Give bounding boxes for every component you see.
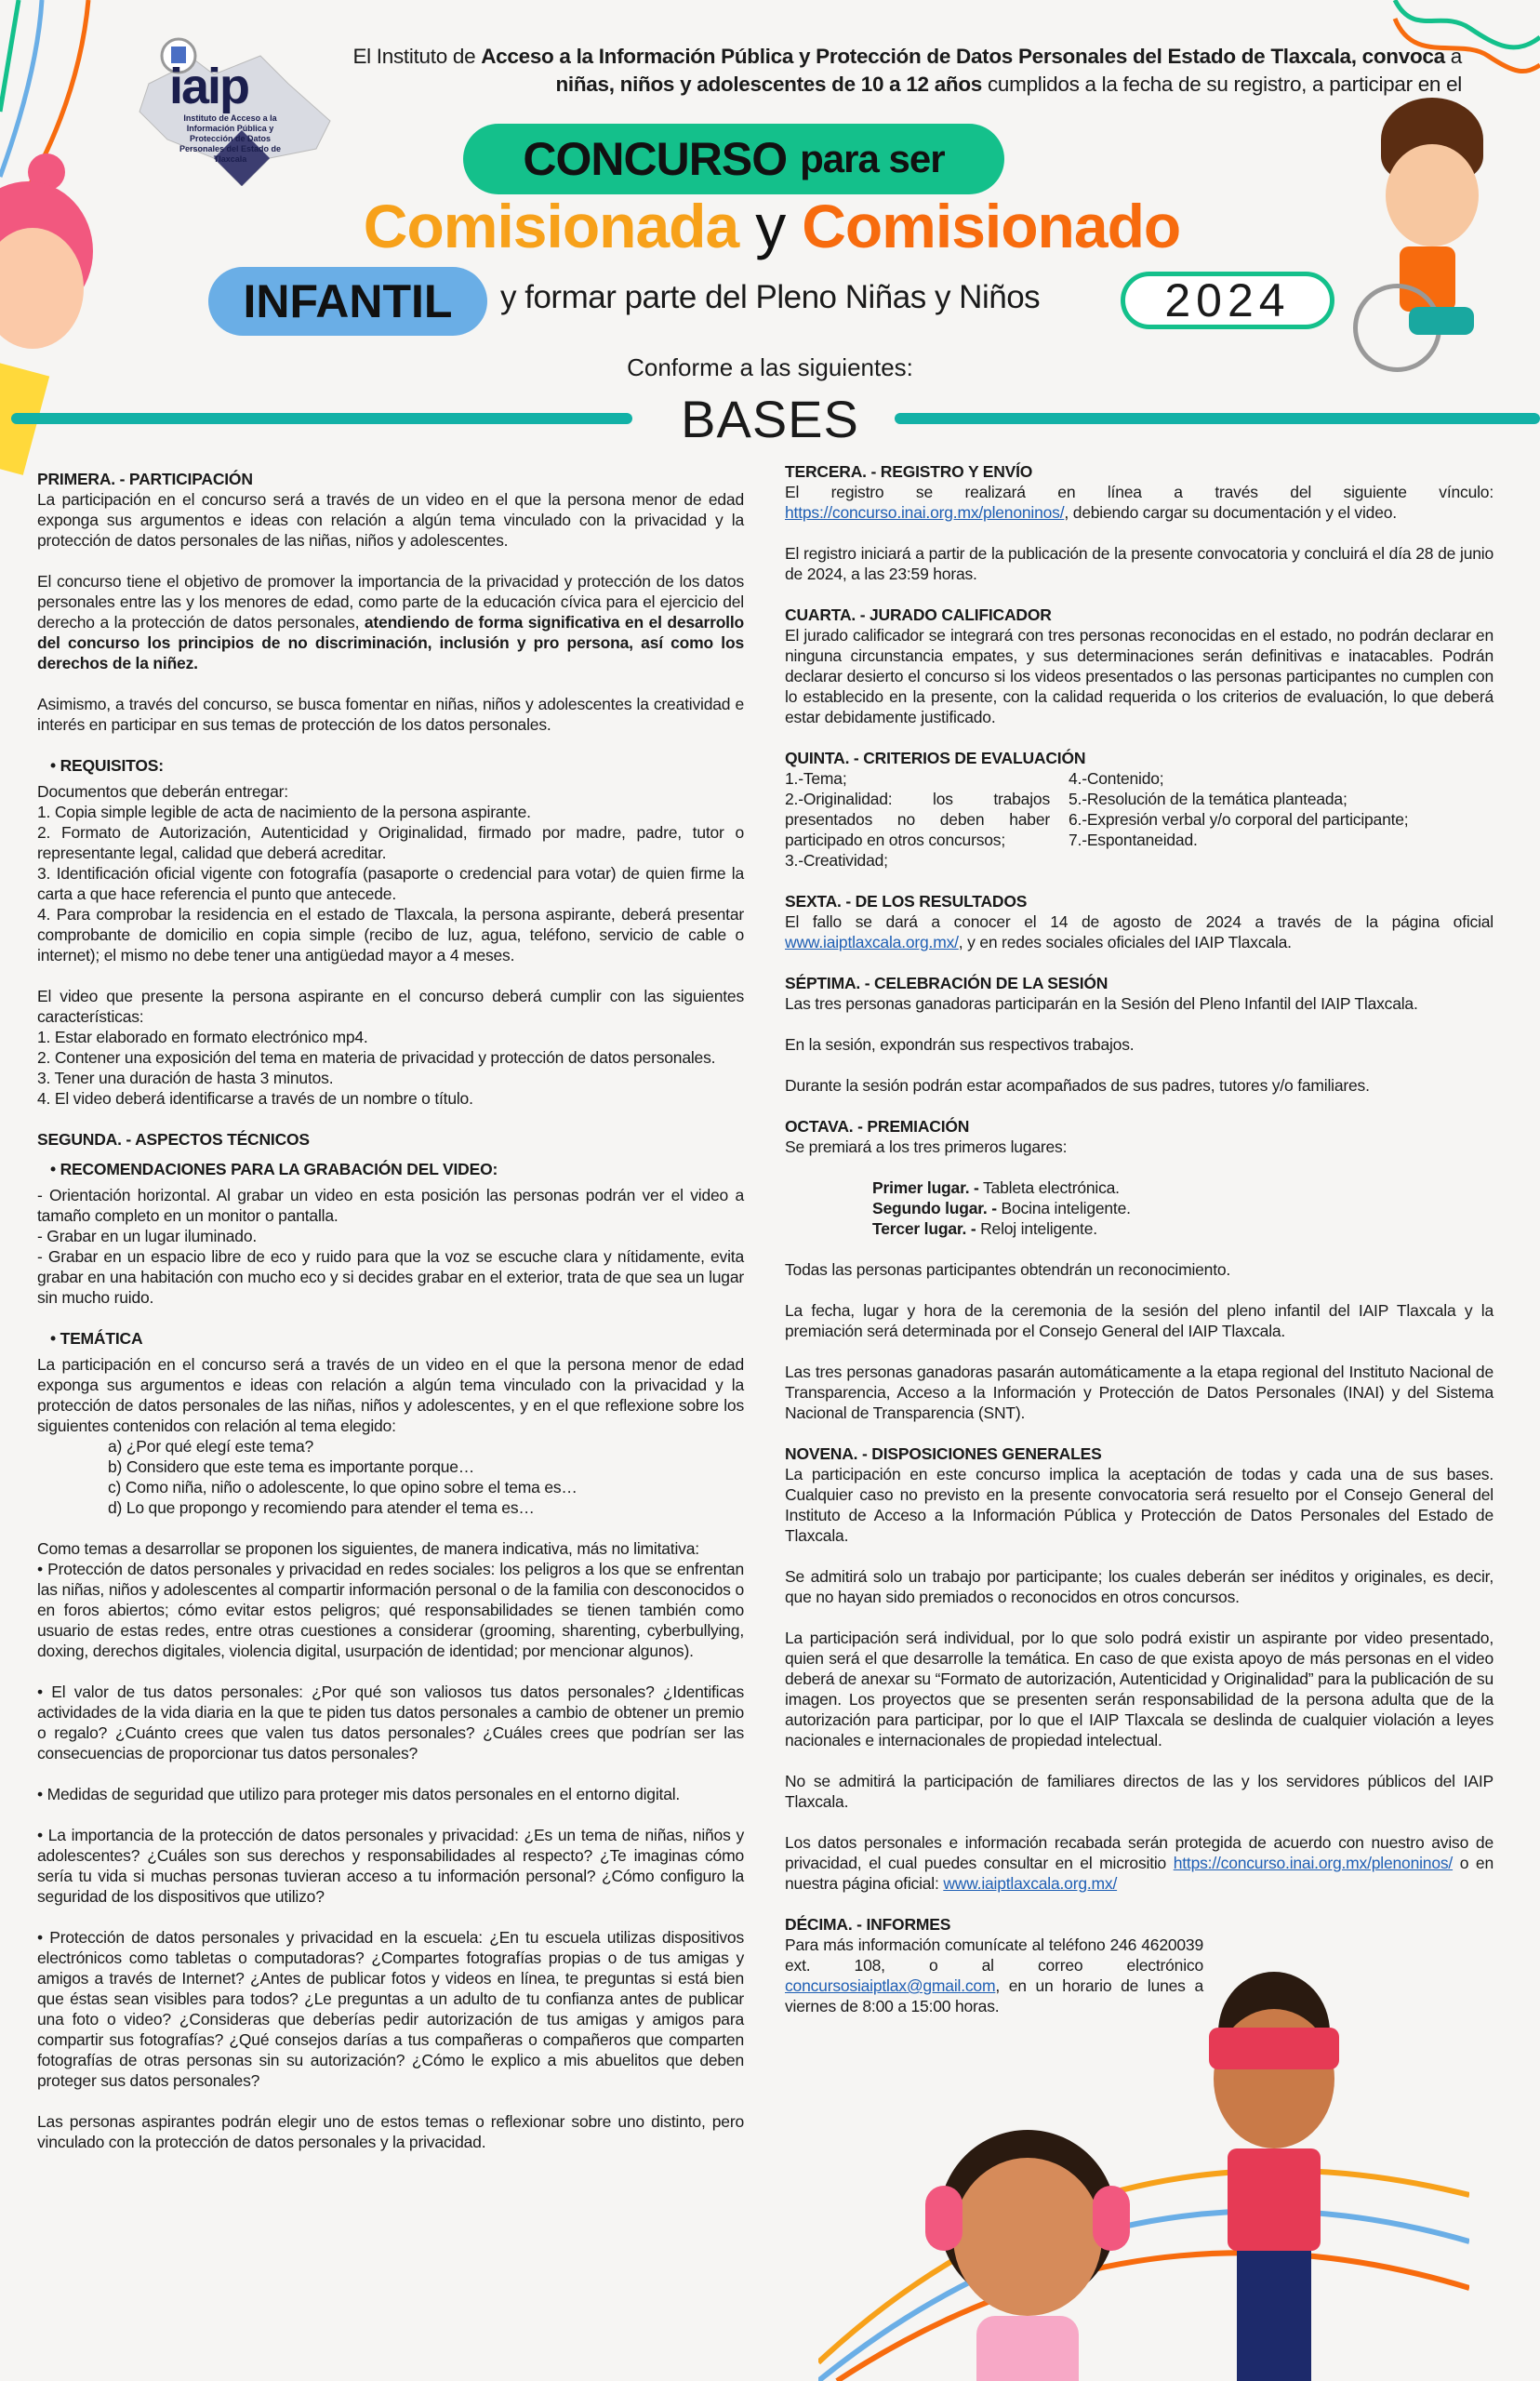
text-run: PRIMERA. - PARTICIPACIÓN [37, 470, 253, 488]
paragraph [785, 1075, 1494, 1096]
criteria-column [785, 768, 1050, 871]
text-run: En la sesión, expondrán sus respectivos trabajos. [785, 1035, 1135, 1054]
indented-item [37, 1457, 744, 1477]
text-run: - Orientación horizontal. Al grabar un video en esta posición las personas podrán ver el video a tamaño completo en un monitor o pantalla. [37, 1186, 744, 1225]
criteria-item: 6.-Expresión verbal y/o corporal del participante; [1069, 810, 1409, 829]
criteria-item: 2.-Originalidad: los trabajos presentados no deben haber participado en otros concursos; [785, 790, 1050, 849]
text-line [37, 986, 744, 1027]
criteria-item: 3.-Creatividad; [785, 851, 888, 870]
section-heading [37, 469, 744, 489]
paragraph [785, 1771, 1494, 1812]
text-run: SEGUNDA. - ASPECTOS TÉCNICOS [37, 1130, 310, 1149]
text-line [37, 1538, 744, 1559]
paragraph [785, 1034, 1494, 1055]
text-run: 1. Copia simple legible de acta de nacimiento de la persona aspirante. [37, 803, 531, 821]
text-run: NOVENA. - DISPOSICIONES GENERALES [785, 1444, 1102, 1463]
criteria-column [1069, 768, 1494, 871]
text-run: o en nuestra página oficial: [785, 1854, 1494, 1893]
text-run: El fallo se dará a conocer el 14 de agosto de 2024 a través de la página oficial [785, 912, 1494, 931]
text-run: a) ¿Por qué elegí este tema? [108, 1437, 314, 1456]
paragraph [785, 482, 1494, 523]
text-run: • TEMÁTICA [50, 1329, 143, 1348]
iaip-logo [112, 19, 344, 186]
link[interactable]: https://concurso.inai.org.mx/plenoninos/ [785, 503, 1065, 522]
text-line [37, 1068, 744, 1088]
section-heading [785, 1914, 1494, 1935]
intro-text [346, 43, 1462, 99]
text-run: • El valor de tus datos personales: ¿Por qué son valiosos tus datos personales? ¿Identificas actividades de la vida diaria en la que te piden tus datos personales a cambio de obtener un premio o regalo? ¿Cuánto crees que valen tus datos personales? ¿Cuáles crees que podrían ser las consecuencias de proporcionar tus datos personales? [37, 1683, 744, 1762]
bold-text: Acceso a la Información Pública y Protección de Datos Personales del Estado de Tlaxcala, [481, 45, 1357, 68]
subsection-heading [50, 1159, 744, 1179]
paragraph [37, 1682, 744, 1763]
logo-caption: Instituto de Acceso a la Información Pública y Protección de Datos Personales del Estado de Tlaxcala [179, 113, 282, 164]
paragraph [37, 1825, 744, 1907]
paragraph [785, 1566, 1494, 1607]
bold-text: atendiendo de forma significativa en el desarrollo del concurso los principios de no discriminación, inclusión y pro persona, así como los derechos de la niñez. [37, 613, 744, 672]
text-run: La participación en este concurso implica la aceptación de todas y cada una de sus bases. Cualquier caso no previsto en la presente convocatoria será resuelto por el Consejo General del Instituto de Acceso a la Información Pública y Protección de Datos Personales del Estado de Tlaxcala. [785, 1465, 1494, 1545]
paragraph [37, 1246, 744, 1308]
paragraph [785, 1464, 1494, 1546]
criteria-item: 1.-Tema; [785, 769, 847, 788]
boy-wheelchair-illustration [1344, 98, 1502, 377]
text-run: , en un horario de lunes a viernes de 8:00 a 15:00 horas. [785, 1976, 1203, 2015]
right-column [785, 458, 1494, 2037]
section-heading [785, 605, 1494, 625]
paragraph [37, 489, 744, 551]
text-run: • RECOMENDACIONES PARA LA GRABACIÓN DEL VIDEO: [50, 1160, 498, 1178]
subsection-heading [50, 755, 744, 776]
text-run: Documentos que deberán entregar: [37, 782, 288, 801]
text-run: • Medidas de seguridad que utilizo para proteger mis datos personales en el entorno digital. [37, 1785, 681, 1803]
text-run: Tableta electrónica. [978, 1178, 1120, 1197]
section-heading [785, 748, 1494, 768]
text-run: QUINTA. - CRITERIOS DE EVALUACIÓN [785, 749, 1086, 767]
logo-wordmark: iaip [169, 59, 249, 114]
text-run: Asimismo, a través del concurso, se busca fomentar en niñas, niños y adolescentes la creatividad e interés en participar en sus temas de protección de los datos personales. [37, 695, 744, 734]
paragraph [37, 2111, 744, 2152]
paragraph [37, 1088, 744, 1109]
text-run: TERCERA. - REGISTRO Y ENVÍO [785, 462, 1033, 481]
criteria-item: 5.-Resolución de la temática planteada; [1069, 790, 1348, 808]
indented-item [37, 1477, 744, 1497]
paragraph [785, 1628, 1494, 1750]
prize-item [785, 1218, 1494, 1239]
text-run: c) Como niña, niño o adolescente, lo que opino sobre el tema es… [108, 1478, 578, 1496]
text-run: 3. Identificación oficial vigente con fotografía (pasaporte o credencial para votar) de quien firme la carta a que hace referencia el punto que antecede. [37, 864, 744, 903]
text-run: 2. Formato de Autorización, Autenticidad y Originalidad, firmado por madre, padre, tutor o representante legal, calidad que deberá acreditar. [37, 823, 744, 862]
year-badge: 2024 [1121, 272, 1334, 329]
text-run: a [1444, 45, 1462, 68]
conforme-text: Conforme a las siguientes: [627, 353, 913, 381]
bases-heading: BASES [681, 390, 859, 448]
paragraph [785, 1832, 1494, 1894]
text-run: Bocina inteligente. [996, 1199, 1131, 1217]
indented-item [37, 1436, 744, 1457]
text-run: 4. Para comprobar la residencia en el estado de Tlaxcala, la persona aspirante, deberá presentar comprobante de domicilio en copia simple (recibo de luz, agua, teléfono, servicio de cable o internet); el mismo no debe tener una antigüedad mayor a 4 meses. [37, 905, 744, 964]
text-line [37, 822, 744, 863]
title-comisionada-comisionado [330, 191, 1214, 261]
prize-item [785, 1177, 1494, 1198]
paragraph [37, 694, 744, 735]
section-heading [785, 973, 1494, 993]
section-heading [785, 891, 1494, 911]
criteria-item: 7.-Espontaneidad. [1069, 831, 1198, 849]
text-run: Las tres personas ganadoras participarán en la Sesión del Pleno Infantil del IAIP Tlaxcala. [785, 994, 1418, 1013]
paragraph [785, 1935, 1203, 2016]
text-run: 1. Estar elaborado en formato electrónico mp4. [37, 1028, 368, 1046]
text-run: Las tres personas ganadoras pasarán automáticamente a la etapa regional del Instituto Nacional de Transparencia, Acceso a la Información y Protección de Datos Personales (INAI) y del Sistema Nacional de Transparencia (SNT). [785, 1363, 1494, 1422]
text-run: • Protección de datos personales y privacidad en la escuela: ¿En tu escuela utilizas dispositivos electrónicos como tabletas o computadoras? ¿Compartes fotografías propias o de tus amigas y amigos a través de Internet? ¿Antes de publicar fotos y videos en línea, te preguntas si está bien que éstas sean visibles para todos? ¿Le preguntas a un adulto de tu confianza antes de publicar una foto o video? ¿Consideras que deberías pedir autorización de tus amigas y amigos para compartir sus fotografías? ¿Qué consejos darías a tus compañeras o compañeros que comparten fotografías de otras personas sin su autorización? ¿Cómo le explico a mis abuelitos que deben proteger sus datos personales? [37, 1928, 744, 2090]
subsection-heading [50, 1328, 744, 1349]
criteria-item: 4.-Contenido; [1069, 769, 1164, 788]
text-run: 3. Tener una duración de hasta 3 minutos. [37, 1069, 334, 1087]
text-run: Todas las personas participantes obtendrán un reconocimiento. [785, 1260, 1231, 1279]
text-run: La participación en el concurso será a través de un video en el que la persona menor de edad exponga sus argumentos e ideas con relación a algún tema vinculado con la privacidad y la protección de datos personales de las niñas, niños y adolescentes. [37, 490, 744, 550]
text-line [37, 1047, 744, 1068]
indented-item [37, 1497, 744, 1518]
text-run: El video que presente la persona aspirante en el concurso deberá cumplir con las siguientes características: [37, 987, 744, 1026]
text-run: - Grabar en un espacio libre de eco y ruido para que la voz se escuche clara y nítidamente, evita grabar en una habitación con mucho eco y si decides grabar en el exterior, trata de que sea un lugar sin mucho ruido. [37, 1247, 744, 1307]
infantil-banner: INFANTIL [208, 267, 487, 336]
paragraph [37, 1784, 744, 1804]
text-run: • Protección de datos personales y privacidad en redes sociales: los peligros a los que se enfrentan las niñas, niños y adolescentes al compartir información personal o de la familia con desconocidos o en foros abiertos; cómo evitar estos peligros; qué responsabilidades se tienen también como usuario de estas redes, entre otras cuestiones a considerar (grooming, sharenting, cyberbullying, doxing, derechos digitales, violencia digital, usurpación de identidad; por mencionar algunos). [37, 1560, 744, 1660]
text-run: El registro iniciará a partir de la publicación de la presente convocatoria y concluirá el día 28 de junio de 2024, a las 23:59 horas. [785, 544, 1494, 583]
paragraph [37, 904, 744, 965]
section-heading [785, 1443, 1494, 1464]
link[interactable]: https://concurso.inai.org.mx/plenoninos/ [1173, 1854, 1454, 1872]
text-line [37, 1185, 744, 1226]
text-run: La participación será individual, por lo que solo podrá existir un aspirante por video presentado, quien será el que desarrolle la temática. En caso de que exista apoyo de más personas en el video deberá de anexar su “Formato de autorización, Autenticidad y Originalidad” para la publicación de su imagen. Los proyectos que se presenten serán responsabilidad de la persona adulta que de la autorización para participar, por lo que el IAIP Tlaxcala se deslinda de cualquier violación a leyes nacionales e internacionales de propiedad intelectual. [785, 1629, 1494, 1749]
text-line [37, 863, 744, 904]
text-run: • La importancia de la protección de datos personales y privacidad: ¿Es un tema de niñas, niños y adolescentes? ¿Cuáles son sus derechos y responsabilidades al respecto? ¿Te imaginas cómo sería tu vida si muchas personas tuvieran acceso a tu información personal? ¿Cómo configuro la seguridad de los dispositivos que utilizo? [37, 1826, 744, 1906]
paragraph [37, 1927, 744, 2091]
text-run: - Grabar en un lugar iluminado. [37, 1227, 258, 1245]
criteria-list [785, 768, 1494, 871]
paragraph [785, 625, 1494, 727]
paragraph [785, 1362, 1494, 1423]
concurso-banner [463, 124, 1004, 194]
text-run: El jurado calificador se integrará con tres personas reconocidas en el estado, no podrán declarar en ninguna circunstancia empates, y sus determinaciones serán definitivas e inatacables. Podrán declarar desierto el concurso si los videos presentados o las personas participantes no cumplen con lo establecido en la presente, con la calidad requerida o los criterios de evaluación, lo que deberá estar debidamente justificado. [785, 626, 1494, 726]
text-run: , y en redes sociales oficiales del IAIP Tlaxcala. [958, 933, 1292, 951]
para-ser-text: para ser [800, 137, 945, 180]
paragraph [785, 911, 1494, 952]
text-run: Reloj inteligente. [976, 1219, 1097, 1238]
text-line [37, 1027, 744, 1047]
text-run: cumplidos a la fecha de su registro, a participar en el [982, 73, 1462, 96]
paragraph [785, 993, 1494, 1014]
left-column [37, 465, 744, 2173]
bold-text: Segundo lugar. - [872, 1199, 997, 1217]
paragraph [785, 543, 1494, 584]
text-line [37, 781, 744, 802]
text-run: OCTAVA. - PREMIACIÓN [785, 1117, 970, 1136]
text-run: CUARTA. - JURADO CALIFICADOR [785, 605, 1052, 624]
section-heading [785, 461, 1494, 482]
bold-text: Tercer lugar. - [872, 1219, 976, 1238]
paragraph [785, 1300, 1494, 1341]
text-run: No se admitirá la participación de familiares directos de las y los servidores públicos del IAIP Tlaxcala. [785, 1772, 1494, 1811]
paragraph [785, 1137, 1494, 1157]
link[interactable]: www.iaiptlaxcala.org.mx/ [785, 933, 959, 951]
paragraph [37, 1559, 744, 1661]
concurso-word: CONCURSO [523, 133, 788, 185]
pleno-text: y formar parte del Pleno Niñas y Niños [500, 279, 1041, 315]
text-run: La fecha, lugar y hora de la ceremonia de la sesión del pleno infantil del IAIP Tlaxcala y la premiación será determinada por el Consejo General del IAIP Tlaxcala. [785, 1301, 1494, 1340]
text-run: d) Lo que propongo y recomiendo para atender el tema es… [108, 1498, 535, 1517]
paragraph [37, 571, 744, 673]
text-run: DÉCIMA. - INFORMES [785, 1915, 951, 1934]
text-run: , debiendo cargar su documentación y el video. [1064, 503, 1397, 522]
bold-text: Primer lugar. - [872, 1178, 979, 1197]
text-run: Para más información comunícate al teléfono 246 4620039 ext. 108, o al correo electrónico [785, 1935, 1203, 1975]
text-run: Las personas aspirantes podrán elegir uno de estos temas o reflexionar sobre uno distinto, pero vinculado con la protección de datos personales y la privacidad. [37, 2112, 744, 2151]
section-heading [37, 1129, 744, 1150]
text-run: La participación en el concurso será a través de un video en el que la persona menor de edad exponga sus argumentos e ideas con relación a algún tema vinculado con la privacidad y la protección de datos personales de las niñas, niños y adolescentes, y en el que reflexione sobre los siguientes contenidos con relación al tema elegido: [37, 1355, 744, 1435]
text-run: 2. Contener una exposición del tema en materia de privacidad y protección de datos personales. [37, 1048, 716, 1067]
text-run: SEXTA. - DE LOS RESULTADOS [785, 892, 1028, 911]
comisionada-word: Comisionada [363, 192, 739, 260]
text-run: El Instituto de [352, 45, 482, 68]
text-line [37, 1354, 744, 1436]
text-run: El concurso tiene el objetivo de promover la importancia de la privacidad y protección de los datos personales entre las y los menores de edad, como parte de la educación cívica para el ejercicio del derecho a la protección de datos personales, [37, 572, 744, 632]
text-run: Como temas a desarrollar se proponen los siguientes, de manera indicativa, más no limitativa: [37, 1539, 699, 1558]
prize-item [785, 1198, 1494, 1218]
text-run: SÉPTIMA. - CELEBRACIÓN DE LA SESIÓN [785, 974, 1109, 992]
y-word: y [755, 192, 786, 260]
section-heading [785, 1116, 1494, 1137]
text-run: Se admitirá solo un trabajo por participante; los cuales deberán ser inéditos y originales, es decir, que no hayan sido premiados o reconocidos en otros concursos. [785, 1567, 1494, 1606]
text-run: Se premiará a los tres primeros lugares: [785, 1137, 1068, 1156]
text-line [37, 802, 744, 822]
bold-text: convoca [1361, 45, 1445, 68]
text-run: • REQUISITOS: [50, 756, 164, 775]
text-run: El registro se realizará en línea a través del siguiente vínculo: [785, 483, 1494, 501]
paragraph [785, 1259, 1494, 1280]
text-run: b) Considero que este tema es importante porque… [108, 1457, 475, 1476]
text-run: 4. El video deberá identificarse a través de un nombre o título. [37, 1089, 473, 1108]
text-run: Los datos personales e información recabada serán protegida de acuerdo con nuestro aviso de privacidad, el cual puedes consultar en el micrositio [785, 1833, 1494, 1872]
bold-text: niñas, niños y adolescentes de 10 a 12 años [555, 73, 983, 96]
comisionado-word: Comisionado [802, 192, 1181, 260]
link[interactable]: www.iaiptlaxcala.org.mx/ [943, 1874, 1118, 1893]
text-run: Durante la sesión podrán estar acompañados de sus padres, tutores y/o familiares. [785, 1076, 1370, 1095]
link[interactable]: concursosiaiptlax@gmail.com [785, 1976, 996, 1995]
text-line [37, 1226, 744, 1246]
